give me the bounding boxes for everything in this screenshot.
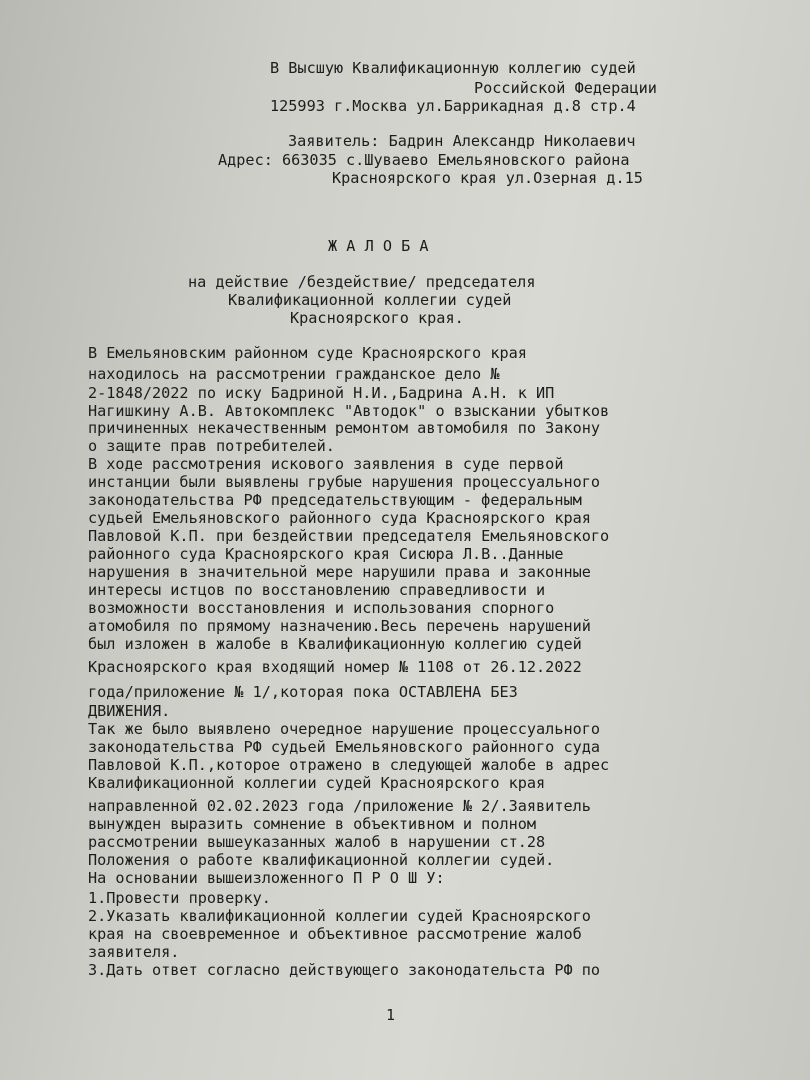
body-line: 1.Провести проверку. [88,889,271,907]
body-line: В Емельяновским районном суде Красноярского края [88,344,527,362]
body-line: районного суда Красноярского края Сисюра Л.В..Данные [88,545,564,563]
applicant-line: Красноярского края ул.Озерная д.15 [332,169,643,187]
addressee-line: В Высшую Квалификационную коллегию судей [270,59,636,77]
body-line: 2.Указать квалификационной коллегии судей Красноярского [88,907,591,925]
applicant-line: Адрес: 663035 с.Шуваево Емельяновского района [218,151,630,169]
addressee-line: 125993 г.Москва ул.Баррикадная д.8 стр.4 [270,97,636,115]
body-line: возможности восстановления и использования спорного [88,599,555,617]
applicant-line: Заявитель: Бадрин Александр Николаевич [288,132,636,150]
body-line: направленной 02.02.2023 года /приложение № 2/.Заявитель [88,797,591,815]
body-line: Квалификационной коллегии судей Красноярского края [88,774,546,792]
body-line: инстанции были выявлены грубые нарушения процессуального [88,473,601,491]
body-line: Так же было выявлено очередное нарушение процессуального [88,720,601,738]
addressee-line: Российской Федерации [474,79,657,97]
body-line: Павловой К.П. при бездействии председателя Емельяновского [88,527,610,545]
document-subtitle: Красноярского края. [290,309,464,327]
body-line: атомобиля по прямому назначению.Весь перечень нарушений [88,617,591,635]
body-line: нарушения в значительной мере нарушили права и законные [88,563,591,581]
body-line: На основании вышеизложенного П Р О Ш У: [88,869,445,887]
body-line: В ходе рассмотрения искового заявления в суде первой [88,455,564,473]
body-line: законодательства РФ председательствующим - федеральным [88,491,582,509]
body-line: Положения о работе квалификационной коллегии судей. [88,851,555,869]
body-line: заявителя. [88,943,180,961]
document-subtitle: Квалификационной коллегии судей [228,291,512,309]
body-line: Павловой К.П.,которое отражено в следующей жалобе в адрес [88,756,610,774]
body-line: ДВИЖЕНИЯ. [88,702,171,720]
body-line: вынужден выразить сомнение в объективном и полном [88,815,537,833]
body-line: законодательства РФ судьей Емельяновского районного суда [88,738,601,756]
body-line: находилось на рассмотрении гражданское дело № [88,365,500,383]
document-subtitle: на действие /бездействие/ председателя [188,273,536,291]
page-number: 1 [386,1006,396,1024]
body-line: Красноярского края входящий номер № 1108 от 26.12.2022 [88,658,582,676]
body-line: интересы истцов по восстановлению справедливости и [88,581,546,599]
document-title: Ж А Л О Б А [328,237,429,255]
body-line: причиненных некачественным ремонтом автомобиля по Закону [88,419,601,437]
body-line: 2-1848/2022 по иску Бадриной Н.И.,Бадрина А.Н. к ИП [88,384,555,402]
body-line: судьей Емельяновского районного суда Красноярского края [88,509,591,527]
body-line: года/приложение № 1/,которая пока ОСТАВЛЕНА БЕЗ [88,683,518,701]
body-line: был изложен в жалобе в Квалификационную коллегию судей [88,635,582,653]
body-line: 3.Дать ответ согласно действующего законодательста РФ по [88,961,601,979]
body-line: рассмотрении вышеуказанных жалоб в нарушении ст.28 [88,833,546,851]
body-line: края на своевременное и объективное рассмотрение жалоб [88,925,582,943]
body-line: Нагишкину А.В. Автокомплекс "Автодок" о взыскании убытков [88,402,610,420]
body-line: о защите прав потребителей. [88,437,335,455]
